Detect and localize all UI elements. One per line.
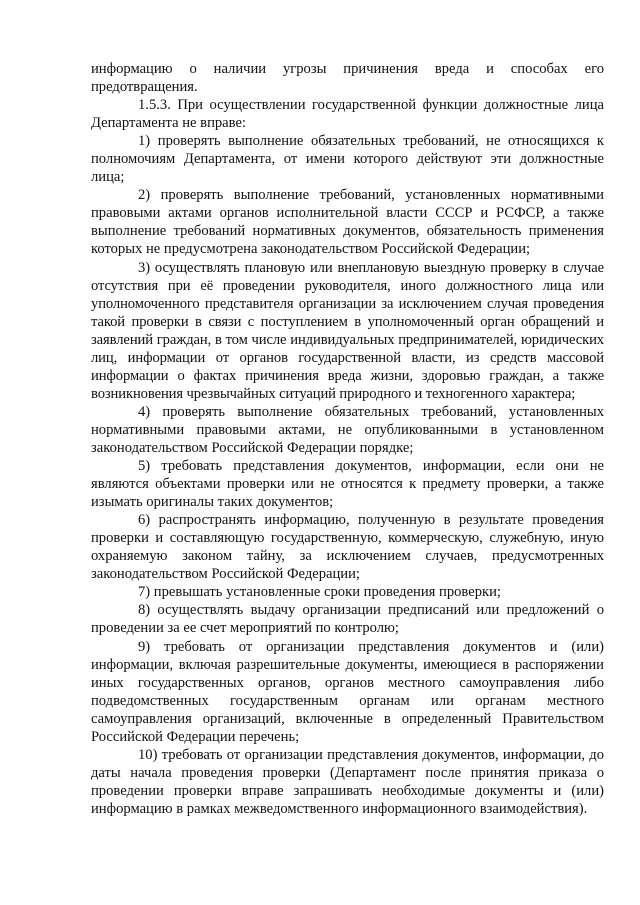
list-item-3: 3) осуществлять плановую или внеплановую выездную проверку в случае отсутствия при её проведении руководителя, иного должностного лица или уполномоченного представителя организации за исключением случая проведения такой проверки в связи с поступлением в уполномоченный орган обращений и заявлений граждан, в том числе индивидуальных предпринимателей, юридических лиц, информации от органов государственной власти, из средств массовой информации о фактах причинения вреда жизни, здоровью граждан, а также возникновения чрезвычайных ситуаций природного и техногенного характера;	[91, 259, 604, 402]
list-item-6: 6) распространять информацию, полученную в результате проведения проверки и составляющую государственную, коммерческую, служебную, иную охраняемую законом тайну, за исключением случаев, предусмотренных законодательством Российской Федерации;	[91, 512, 604, 583]
list-item-7: 7) превышать установленные сроки проведения проверки;	[138, 584, 501, 601]
paragraph-1-5-3: 1.5.3. При осуществлении государственной функции должностные лица Департамента не вправе:	[91, 97, 604, 132]
list-item-2: 2) проверять выполнение требований, установленных нормативными правовыми актами органов исполнительной власти СССР и РСФСР, а также выполнение требований нормативных документов, обязательность применения которых не предусмотрена законодательством Российской Федерации;	[91, 187, 604, 258]
list-item-5: 5) требовать представления документов, информации, если они не являются объектами проверки или не относятся к предмету проверки, а также изымать оригиналы таких документов;	[91, 458, 604, 511]
list-item-1: 1) проверять выполнение обязательных требований, не относящихся к полномочиям Департамента, от имени которого действуют эти должностные лица;	[91, 133, 604, 186]
list-item-8: 8) осуществлять выдачу организации предписаний или предложений о проведении за ее счет мероприятий по контролю;	[91, 602, 604, 637]
list-item-4: 4) проверять выполнение обязательных требований, установленных нормативными правовыми актами, не опубликованными в установленном законодательством Российской Федерации порядке;	[91, 403, 604, 456]
list-item-9: 9) требовать от организации представления документов и (или) информации, включая разрешительные документы, имеющиеся в распоряжении иных государственных органов, органов местного самоуправления либо подведомственных государственным органам или органам местного самоуправления организаций, включенные в определенный Правительством Российской Федерации перечень;	[91, 638, 604, 745]
list-item-10: 10) требовать от организации представления документов, информации, до даты начала проведения проверки (Департамент после принятия приказа о проведении проверки вправе запрашивать необходимые документы и (или) информацию в рамках межведомственного информационного взаимодействия).	[91, 746, 604, 817]
paragraph-continuation: информацию о наличии угрозы причинения вреда и способах его предотвращения.	[91, 61, 604, 96]
document-page	[91, 60, 604, 818]
